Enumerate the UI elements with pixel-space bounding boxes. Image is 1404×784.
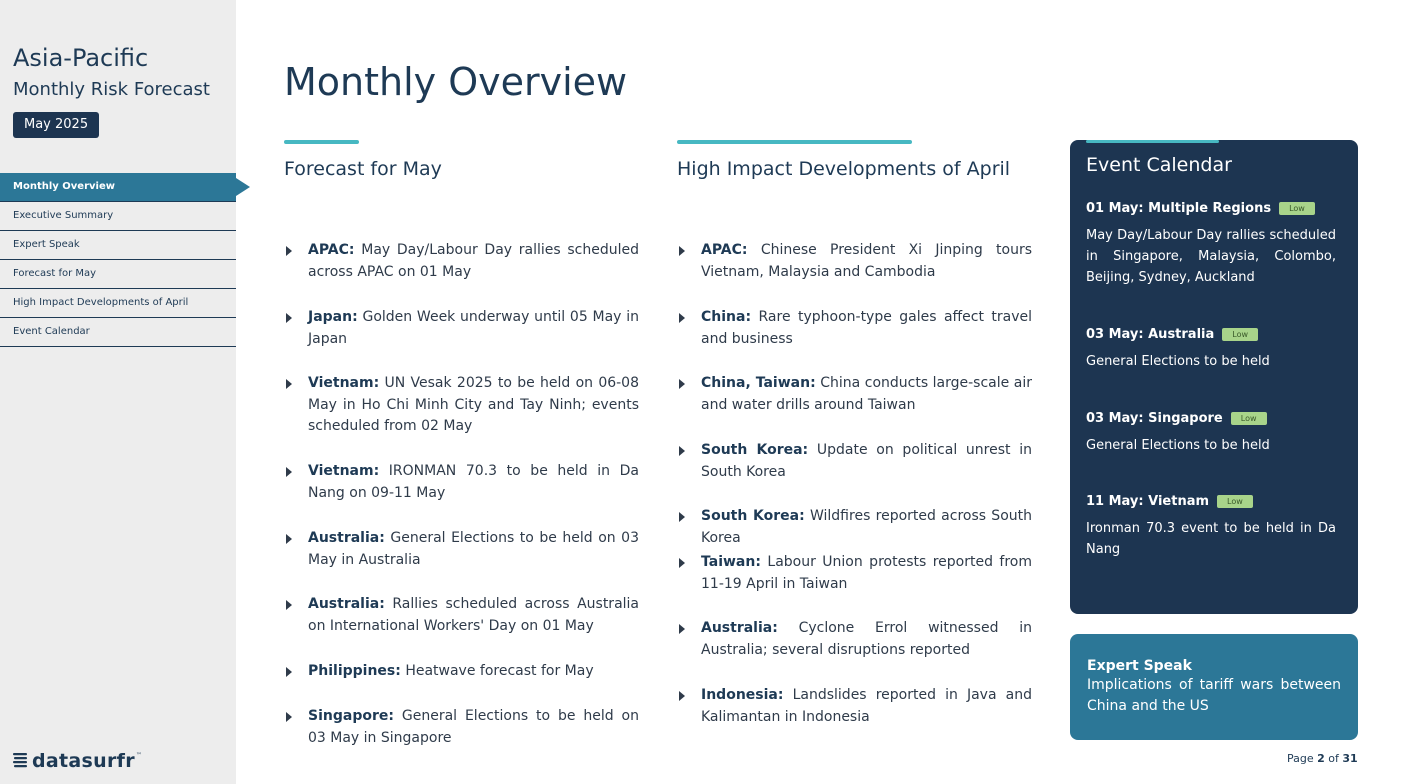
calendar-event — [1086, 201, 1336, 288]
item-text: Heatwave forecast for May — [405, 663, 594, 679]
bullet-triangle-icon — [679, 512, 685, 522]
list-item — [677, 685, 1032, 728]
item-label: Japan: — [308, 309, 358, 325]
section-accent-bar — [677, 140, 912, 144]
bullet-triangle-icon — [286, 534, 292, 544]
event-description: Ironman 70.3 event to be held in Da Nang — [1086, 521, 1336, 557]
sidebar — [0, 0, 236, 784]
expert-speak-card[interactable] — [1070, 634, 1358, 740]
nav-item-executive-summary[interactable] — [0, 202, 236, 231]
nav-item-expert-speak[interactable] — [0, 231, 236, 260]
event-heading — [1086, 494, 1336, 509]
calendar-event — [1086, 411, 1336, 456]
expert-speak-title: Expert Speak — [1087, 658, 1192, 674]
event-calendar-panel — [1070, 140, 1358, 614]
item-label: China: — [701, 309, 752, 325]
item-label: South Korea: — [701, 508, 805, 524]
page-prefix: Page — [1287, 752, 1314, 765]
event-title: 03 May: Singapore — [1086, 411, 1223, 426]
section-accent-bar — [284, 140, 359, 144]
event-title: 01 May: Multiple Regions — [1086, 201, 1272, 216]
item-label: China, Taiwan: — [701, 375, 816, 391]
item-label: Taiwan: — [701, 554, 761, 570]
datasurfr-logo — [13, 750, 142, 772]
list-item — [284, 594, 639, 637]
item-text: Update on political unrest in South Korea — [701, 442, 1032, 480]
risk-badge: Low — [1217, 495, 1253, 508]
item-label: APAC: — [701, 242, 748, 258]
nav-item-label: Expert Speak — [13, 239, 80, 250]
bullet-triangle-icon — [679, 624, 685, 634]
nav-item-label: Forecast for May — [13, 268, 97, 279]
event-title: 03 May: Australia — [1086, 327, 1215, 342]
nav-item-high-impact-developments[interactable] — [0, 289, 236, 318]
item-label: Singapore: — [308, 708, 394, 724]
nav-item-label: High Impact Developments of April — [13, 297, 189, 308]
bullet-triangle-icon — [679, 246, 685, 256]
page-current: 2 — [1317, 752, 1325, 765]
item-label: Philippines: — [308, 663, 401, 679]
event-title: 11 May: Vietnam — [1086, 494, 1210, 509]
item-text: Rare typhoon-type gales affect travel and business — [701, 309, 1033, 347]
item-text: Landslides reported in Java and Kalimantan in Indonesia — [701, 687, 1032, 725]
event-description: General Elections to be held — [1086, 354, 1270, 369]
bullet-triangle-icon — [286, 667, 292, 677]
list-item — [284, 307, 639, 350]
item-text: May Day/Labour Day rallies scheduled across APAC on 01 May — [308, 242, 640, 280]
bullet-triangle-icon — [679, 691, 685, 701]
item-label: Australia: — [308, 530, 385, 546]
risk-badge: Low — [1231, 412, 1267, 425]
calendar-event — [1086, 327, 1336, 372]
item-text: Chinese President Xi Jinping tours Vietnam, Malaysia and Cambodia — [701, 242, 1033, 280]
bullet-triangle-icon — [286, 467, 292, 477]
page-title: Monthly Overview — [284, 60, 628, 104]
event-description: May Day/Labour Day rallies scheduled in Singapore, Malaysia, Colombo, Beijing, Sydney, Auckland — [1086, 228, 1336, 285]
item-label: Australia: — [701, 620, 778, 636]
list-item — [284, 706, 639, 749]
report-region-title: Asia-Pacific — [13, 44, 149, 72]
nav-item-forecast-for-may[interactable] — [0, 260, 236, 289]
section-title: Forecast for May — [284, 158, 442, 180]
item-text: Cyclone Errol witnessed in Australia; several disruptions reported — [701, 620, 1032, 658]
page-of: of — [1328, 752, 1339, 765]
event-heading — [1086, 411, 1336, 426]
active-pointer-icon — [236, 178, 250, 196]
list-item — [677, 618, 1032, 661]
item-label: Vietnam: — [308, 375, 380, 391]
list-item — [677, 506, 1032, 549]
bullet-triangle-icon — [286, 600, 292, 610]
risk-badge: Low — [1222, 328, 1258, 341]
page-total: 31 — [1342, 752, 1358, 765]
item-text: China conducts large-scale air and water drills around Taiwan — [701, 375, 1033, 413]
section-title: High Impact Developments of April — [677, 158, 1011, 180]
item-label: Indonesia: — [701, 687, 784, 703]
list-item — [284, 240, 639, 283]
bullet-triangle-icon — [286, 246, 292, 256]
report-subtitle: Monthly Risk Forecast — [13, 79, 210, 100]
item-label: Australia: — [308, 596, 385, 612]
bullet-triangle-icon — [286, 313, 292, 323]
list-item — [284, 661, 639, 683]
event-description: General Elections to be held — [1086, 438, 1270, 453]
logo-waves-icon — [13, 752, 29, 770]
event-calendar-title: Event Calendar — [1086, 154, 1232, 176]
developments-section — [677, 140, 1033, 725]
nav-item-label: Monthly Overview — [13, 181, 115, 192]
item-text: IRONMAN 70.3 to be held in Da Nang on 09-11 May — [308, 463, 639, 501]
sidebar-nav — [0, 173, 236, 347]
expert-speak-body: Implications of tariff wars between China and the US — [1087, 677, 1341, 714]
item-label: Vietnam: — [308, 463, 380, 479]
logo-trademark: ™ — [135, 751, 142, 759]
panel-accent-bar — [1086, 140, 1219, 143]
nav-item-label: Executive Summary — [13, 210, 114, 221]
bullet-triangle-icon — [679, 379, 685, 389]
nav-item-monthly-overview[interactable] — [0, 173, 236, 202]
risk-badge: Low — [1279, 202, 1315, 215]
event-heading — [1086, 201, 1336, 216]
bullet-triangle-icon — [286, 712, 292, 722]
event-heading — [1086, 327, 1336, 342]
item-text: UN Vesak 2025 to be held on 06-08 May in Ho Chi Minh City and Tay Ninh; events scheduled from 02 May — [308, 375, 639, 434]
bullet-triangle-icon — [679, 313, 685, 323]
nav-item-event-calendar[interactable] — [0, 318, 236, 347]
list-item — [677, 552, 1032, 595]
item-label: APAC: — [308, 242, 355, 258]
item-label: South Korea: — [701, 442, 809, 458]
list-item — [677, 307, 1032, 350]
item-text: Labour Union protests reported from 11-19 April in Taiwan — [701, 554, 1032, 592]
item-text: Golden Week underway until 05 May in Japan — [308, 309, 639, 347]
item-text: General Elections to be held on 03 May in Australia — [308, 530, 639, 568]
item-text: Wildfires reported across South Korea — [701, 508, 1032, 546]
list-item — [284, 461, 639, 504]
item-text: Rallies scheduled across Australia on International Workers' Day on 01 May — [308, 596, 640, 634]
logo-text: datasurfr — [32, 750, 135, 772]
date-badge: May 2025 — [13, 112, 99, 138]
bullet-triangle-icon — [679, 446, 685, 456]
list-item — [284, 373, 639, 438]
list-item — [284, 528, 639, 571]
bullet-triangle-icon — [679, 558, 685, 568]
page-number — [1287, 752, 1358, 765]
list-item — [677, 240, 1032, 283]
nav-item-label: Event Calendar — [13, 326, 90, 337]
list-item — [677, 440, 1032, 483]
list-item — [677, 373, 1032, 416]
forecast-section — [284, 140, 640, 746]
item-text: General Elections to be held on 03 May in Singapore — [308, 708, 639, 746]
calendar-event — [1086, 494, 1336, 560]
bullet-triangle-icon — [286, 379, 292, 389]
